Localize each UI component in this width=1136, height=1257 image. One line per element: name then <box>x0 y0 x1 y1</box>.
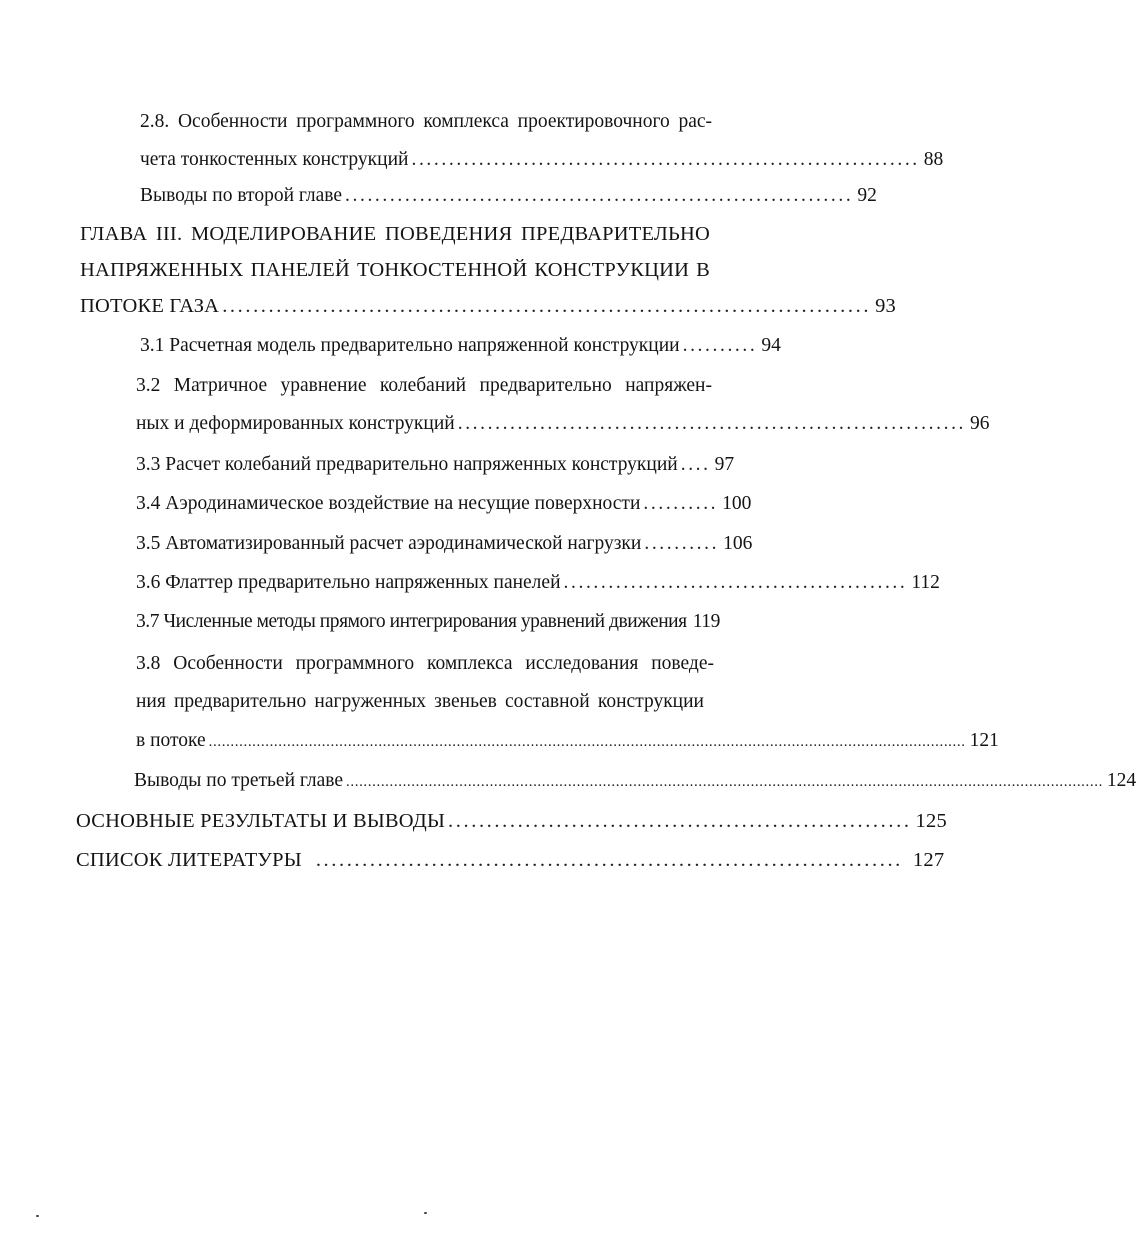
toc-entry-chapter3-conclusions <box>134 769 1136 794</box>
toc-entry-3-7 <box>136 610 742 634</box>
toc-page-number: 125 <box>915 810 947 832</box>
dot-leader: .......... <box>643 493 719 514</box>
toc-page-number: 127 <box>912 849 945 871</box>
toc-entry-3-8-line2: ния предварительно нагруженных звеньев составной конструкции <box>136 691 704 712</box>
toc-entry-2-8 <box>140 148 944 172</box>
toc-page-number: 112 <box>911 572 940 593</box>
toc-page-number: 96 <box>970 413 990 434</box>
toc-entry-3-2-line1: 3.2 Матричное уравнение колебаний предварительно напряжен- <box>136 375 712 396</box>
toc-entry-label: Выводы по третьей главе <box>134 770 344 791</box>
toc-page-number: 88 <box>923 149 944 170</box>
dot-leader: .............................................................................................................................................................................. <box>346 774 1103 790</box>
dot-leader: .............................................................................................................................................................................. <box>208 734 966 750</box>
toc-page-number: 97 <box>714 454 735 475</box>
toc-entry-3-6 <box>136 571 940 595</box>
toc-entry-3-4 <box>136 492 752 516</box>
toc-entry-label: ОСНОВНЫЕ РЕЗУЛЬТАТЫ И ВЫВОДЫ <box>76 810 446 832</box>
dot-leader: ............................................................................ <box>315 849 903 871</box>
dot-leader: .................................................................... <box>411 149 920 170</box>
toc-page-number: 124 <box>1106 770 1136 791</box>
toc-page-number: 106 <box>723 533 753 554</box>
toc-page-number: 93 <box>875 295 896 317</box>
toc-page-number: 94 <box>761 335 781 356</box>
dot-leader: .................................................................... <box>457 413 967 434</box>
toc-entry-label: СПИСОК ЛИТЕРАТУРЫ <box>76 849 302 871</box>
toc-page-number: 119 <box>692 611 720 632</box>
toc-entry-label: ПОТОКЕ ГАЗА <box>80 295 220 317</box>
toc-page-number: 100 <box>722 493 752 514</box>
toc-page-number: 121 <box>969 730 999 751</box>
dot-leader: .... <box>680 454 711 475</box>
toc-entry-chapter2-conclusions <box>140 184 877 208</box>
toc-entry-label: Выводы по второй главе <box>140 185 343 206</box>
toc-entry-label: в потоке <box>136 730 206 751</box>
dot-leader: .............................................. <box>563 572 908 593</box>
toc-entry-label: 3.6 Флаттер предварительно напряженных панелей <box>136 572 561 593</box>
toc-entry-3-8-line1: 3.8 Особенности программного комплекса исследования поведе- <box>136 653 714 674</box>
toc-entry-bibliography <box>76 848 945 872</box>
toc-entry-3-1 <box>140 334 781 358</box>
dot-leader: .................................................................................... <box>222 295 872 317</box>
dot-leader: ............................................................ <box>448 810 912 832</box>
toc-entry-label: ных и деформированных конструкций <box>136 413 455 434</box>
toc-chapter3-title-line2: НАПРЯЖЕННЫХ ПАНЕЛЕЙ ТОНКОСТЕННОЙ КОНСТРУКЦИИ В <box>80 259 710 281</box>
scan-speck <box>36 1215 39 1217</box>
toc-entry-label: 3.5 Автоматизированный расчет аэродинамической нагрузки <box>136 533 642 554</box>
toc-entry-2-8-line1: 2.8. Особенности программного комплекса проектировочного рас- <box>140 111 712 132</box>
dot-leader: .......... <box>682 335 758 356</box>
toc-entry-3-8 <box>136 729 999 754</box>
toc-entry-label: 3.1 Расчетная модель предварительно напряженной конструкции <box>140 335 680 356</box>
toc-entry-results <box>76 809 947 833</box>
dot-leader: .......... <box>644 533 720 554</box>
toc-entry-label: 3.3 Расчет колебаний предварительно напряженных конструкций <box>136 454 678 475</box>
toc-entry-label: 3.7 Численные методы прямого интегрирования уравнений движения <box>136 611 687 632</box>
toc-entry-3-3 <box>136 453 734 477</box>
toc-entry-label: 3.4 Аэродинамическое воздействие на несущие поверхности <box>136 493 641 514</box>
toc-entry-3-2 <box>136 412 990 436</box>
dot-leader: .................................................................... <box>345 185 854 206</box>
toc-entry-3-5 <box>136 532 753 556</box>
toc-chapter3-title-line3 <box>80 294 896 318</box>
toc-chapter3-title-line1: ГЛАВА III. МОДЕЛИРОВАНИЕ ПОВЕДЕНИЯ ПРЕДВАРИТЕЛЬНО <box>80 223 710 245</box>
scan-speck <box>424 1212 427 1214</box>
toc-page-number: 92 <box>857 185 877 206</box>
toc-entry-label: чета тонкостенных конструкций <box>140 149 409 170</box>
